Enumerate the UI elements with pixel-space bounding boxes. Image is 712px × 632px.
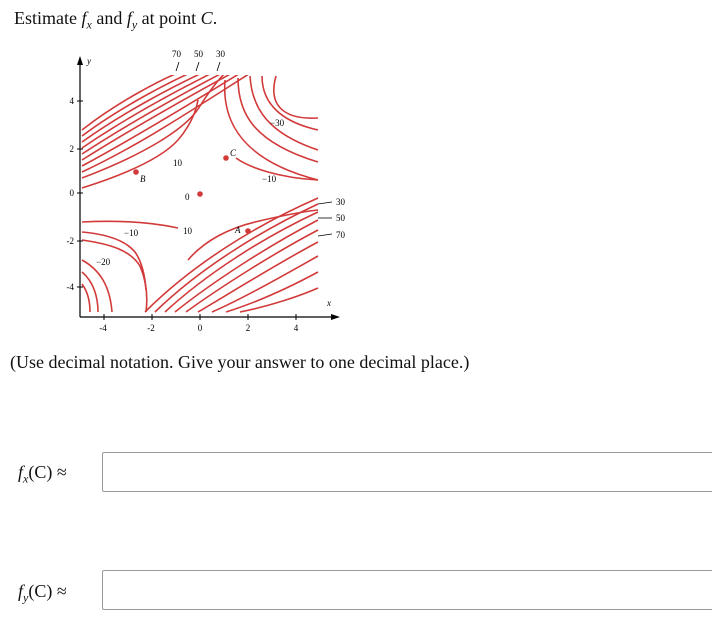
contour-label: 70 — [172, 49, 181, 59]
point-C-marker — [223, 155, 229, 161]
point-B-marker — [133, 169, 139, 175]
fx-answer-label: $f_x(C)$ ≈ — [18, 462, 67, 486]
point-B-label: B — [140, 174, 146, 184]
contour-label: 30 — [336, 197, 345, 207]
contour-plot — [50, 40, 350, 340]
contour-label: 50 — [194, 49, 203, 59]
fx-answer-input[interactable] — [102, 452, 712, 492]
x-axis-label: x — [327, 298, 331, 308]
y-axis-arrow — [77, 56, 83, 65]
x-tick-label: -4 — [99, 323, 107, 333]
x-tick-label: 0 — [197, 323, 203, 333]
fy-answer-input[interactable] — [102, 570, 712, 610]
contour-label: 10 — [173, 158, 182, 168]
contour-label: 30 — [216, 49, 225, 59]
fy-answer-label: $f_y(C)$ ≈ — [18, 581, 67, 605]
contour-label: −20 — [96, 257, 111, 267]
point-C-label: C — [230, 148, 237, 158]
y-axis-label: y — [87, 56, 91, 66]
x-tick-label: -2 — [147, 323, 155, 333]
question-text: Estimate $f_x$ and $f_y$ at point C. — [14, 8, 218, 32]
contour-label: 0 — [185, 192, 190, 202]
y-tick-label: 0 — [69, 188, 74, 198]
contour-label: 50 — [336, 213, 345, 223]
y-tick-label: 2 — [69, 144, 74, 154]
contour-label: −10 — [124, 228, 139, 238]
contour-label: 10 — [183, 226, 192, 236]
instruction-note: (Use decimal notation. Give your answer to one decimal place.) — [10, 352, 470, 372]
y-tick-label: 4 — [69, 96, 74, 106]
y-tick-label: -4 — [66, 282, 74, 292]
x-axis-arrow — [331, 314, 340, 320]
y-tick-label: -2 — [66, 236, 74, 246]
contour-label: 70 — [336, 230, 345, 240]
x-tick-label: 2 — [245, 323, 251, 333]
point-A-label: A — [235, 225, 241, 235]
center-point — [197, 191, 203, 197]
x-tick-label: 4 — [293, 323, 299, 333]
point-A-marker — [245, 228, 251, 234]
contour-label: −30 — [270, 118, 285, 128]
contour-label: −10 — [262, 174, 277, 184]
